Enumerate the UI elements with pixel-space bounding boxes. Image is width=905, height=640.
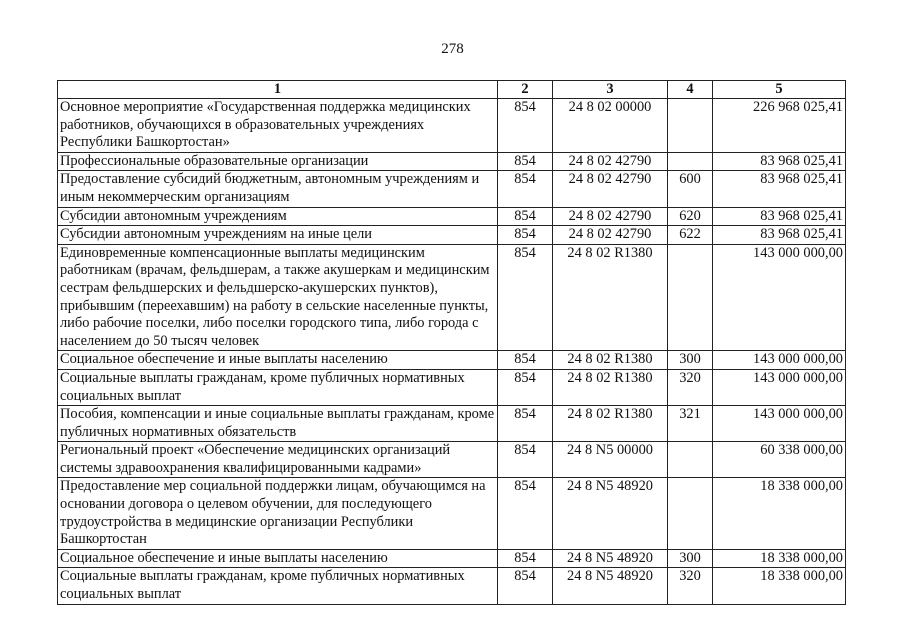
cell-expense-type: 320	[668, 568, 713, 604]
cell-expense-type: 600	[668, 171, 713, 207]
cell-target-article: 24 8 N5 48920	[553, 478, 668, 549]
cell-amount: 143 000 000,00	[713, 406, 846, 442]
cell-ministry-code: 854	[498, 244, 553, 351]
cell-expense-type: 320	[668, 369, 713, 405]
cell-expense-type: 300	[668, 351, 713, 370]
cell-name: Социальное обеспечение и иные выплаты населению	[58, 549, 498, 568]
cell-ministry-code: 854	[498, 171, 553, 207]
cell-amount: 60 338 000,00	[713, 442, 846, 478]
cell-target-article: 24 8 N5 48920	[553, 549, 668, 568]
column-header-expense-type: 4	[668, 81, 713, 99]
cell-target-article: 24 8 02 42790	[553, 207, 668, 226]
column-header-target-article: 3	[553, 81, 668, 99]
table-row	[58, 99, 846, 153]
table-row	[58, 406, 846, 442]
cell-target-article: 24 8 02 R1380	[553, 244, 668, 351]
cell-amount: 143 000 000,00	[713, 351, 846, 370]
cell-amount: 18 338 000,00	[713, 478, 846, 549]
cell-amount: 143 000 000,00	[713, 244, 846, 351]
page-number: 278	[441, 41, 464, 57]
column-header-name: 1	[58, 81, 498, 99]
cell-name: Предоставление субсидий бюджетным, автономным учреждениям и иным некоммерческим организациям	[58, 171, 498, 207]
cell-amount: 18 338 000,00	[713, 568, 846, 604]
table-row	[58, 152, 846, 171]
table-row	[58, 244, 846, 351]
table-row	[58, 351, 846, 370]
cell-amount: 83 968 025,41	[713, 152, 846, 171]
cell-ministry-code: 854	[498, 568, 553, 604]
cell-ministry-code: 854	[498, 351, 553, 370]
cell-ministry-code: 854	[498, 152, 553, 171]
cell-name: Основное мероприятие «Государственная поддержка медицинских работников, обучающихся в образовательных учреждениях Республики Башкортостан»	[58, 99, 498, 153]
cell-name: Субсидии автономным учреждениям на иные цели	[58, 226, 498, 245]
cell-expense-type	[668, 478, 713, 549]
cell-ministry-code: 854	[498, 207, 553, 226]
table-row	[58, 369, 846, 405]
cell-target-article: 24 8 02 42790	[553, 171, 668, 207]
table-header	[58, 81, 846, 99]
table-row	[58, 442, 846, 478]
cell-target-article: 24 8 02 R1380	[553, 351, 668, 370]
table-row	[58, 207, 846, 226]
cell-name: Пособия, компенсации и иные социальные выплаты гражданам, кроме публичных нормативных обязательств	[58, 406, 498, 442]
cell-name: Социальное обеспечение и иные выплаты населению	[58, 351, 498, 370]
cell-expense-type: 620	[668, 207, 713, 226]
table-row	[58, 549, 846, 568]
cell-ministry-code: 854	[498, 226, 553, 245]
cell-amount: 83 968 025,41	[713, 171, 846, 207]
cell-name: Социальные выплаты гражданам, кроме публичных нормативных социальных выплат	[58, 568, 498, 604]
cell-expense-type	[668, 244, 713, 351]
cell-target-article: 24 8 02 R1380	[553, 406, 668, 442]
budget-table	[57, 80, 846, 605]
cell-name: Социальные выплаты гражданам, кроме публичных нормативных социальных выплат	[58, 369, 498, 405]
cell-expense-type: 622	[668, 226, 713, 245]
cell-ministry-code: 854	[498, 406, 553, 442]
cell-expense-type	[668, 152, 713, 171]
cell-target-article: 24 8 02 42790	[553, 152, 668, 171]
table-body	[58, 99, 846, 605]
table-row	[58, 478, 846, 549]
cell-target-article: 24 8 02 R1380	[553, 369, 668, 405]
cell-amount: 18 338 000,00	[713, 549, 846, 568]
cell-name: Единовременные компенсационные выплаты медицинским работникам (врачам, фельдшерам, а также акушеркам и медицинским сестрам фельдшерских и фельдшерско-акушерских пунктов), прибывшим (переехавшим) на работу в сельские населенные пункты, либо рабочие поселки, либо поселки городского типа, либо города с населением до 50 тысяч человек	[58, 244, 498, 351]
cell-expense-type	[668, 99, 713, 153]
header-row	[58, 81, 846, 99]
column-header-ministry: 2	[498, 81, 553, 99]
cell-ministry-code: 854	[498, 369, 553, 405]
cell-expense-type: 300	[668, 549, 713, 568]
table-row	[58, 568, 846, 604]
column-header-amount: 5	[713, 81, 846, 99]
cell-name: Субсидии автономным учреждениям	[58, 207, 498, 226]
cell-name: Региональный проект «Обеспечение медицинских организаций системы здравоохранения квалифицированными кадрами»	[58, 442, 498, 478]
cell-expense-type	[668, 442, 713, 478]
cell-target-article: 24 8 02 42790	[553, 226, 668, 245]
cell-ministry-code: 854	[498, 99, 553, 153]
table-row	[58, 171, 846, 207]
cell-amount: 143 000 000,00	[713, 369, 846, 405]
cell-name: Профессиональные образовательные организации	[58, 152, 498, 171]
cell-amount: 226 968 025,41	[713, 99, 846, 153]
cell-ministry-code: 854	[498, 549, 553, 568]
table-row	[58, 226, 846, 245]
cell-target-article: 24 8 N5 00000	[553, 442, 668, 478]
cell-ministry-code: 854	[498, 442, 553, 478]
cell-target-article: 24 8 N5 48920	[553, 568, 668, 604]
cell-amount: 83 968 025,41	[713, 226, 846, 245]
cell-name: Предоставление мер социальной поддержки лицам, обучающимся на основании договора о целевом обучении, для последующего трудоустройства в медицинские организации Республики Башкортостан	[58, 478, 498, 549]
cell-expense-type: 321	[668, 406, 713, 442]
cell-target-article: 24 8 02 00000	[553, 99, 668, 153]
cell-ministry-code: 854	[498, 478, 553, 549]
cell-amount: 83 968 025,41	[713, 207, 846, 226]
